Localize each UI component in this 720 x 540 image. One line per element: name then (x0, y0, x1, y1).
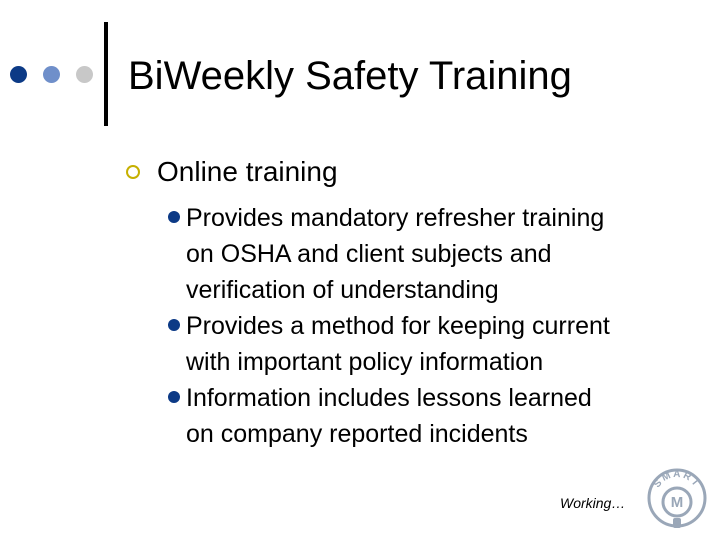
bullet-line: on company reported incidents (186, 420, 528, 448)
bullet-dot-icon (168, 391, 180, 403)
dot-icon (43, 66, 60, 83)
bullet-line: verification of understanding (186, 276, 499, 304)
smart-logo-icon (642, 462, 712, 532)
bullet-list (168, 200, 688, 452)
bullet-line: on OSHA and client subjects and (186, 240, 552, 268)
bullet-line: Information includes lessons learned (186, 384, 592, 412)
ring-bullet-icon (126, 165, 140, 179)
level1-text: Online training (157, 156, 338, 187)
bullet-item (168, 308, 688, 380)
bullet-line: with important policy information (186, 348, 544, 376)
bullet-dot-icon (168, 319, 180, 331)
bullet-line: Provides a method for keeping current (186, 312, 610, 340)
slide-title: BiWeekly Safety Training (128, 54, 572, 98)
dot-icon (10, 66, 27, 83)
logo-stem (673, 518, 681, 528)
bullet-item (168, 380, 688, 452)
logo-arc-text: SMART (651, 468, 703, 490)
decorative-dots (10, 66, 100, 84)
dot-icon (76, 66, 93, 83)
bullet-dot-icon (168, 211, 180, 223)
bullet-line: Provides mandatory refresher training (186, 204, 605, 232)
title-divider (104, 22, 108, 126)
bullet-item (168, 200, 688, 308)
logo-initial: M (670, 494, 684, 511)
working-status-text: Working… (560, 495, 626, 511)
